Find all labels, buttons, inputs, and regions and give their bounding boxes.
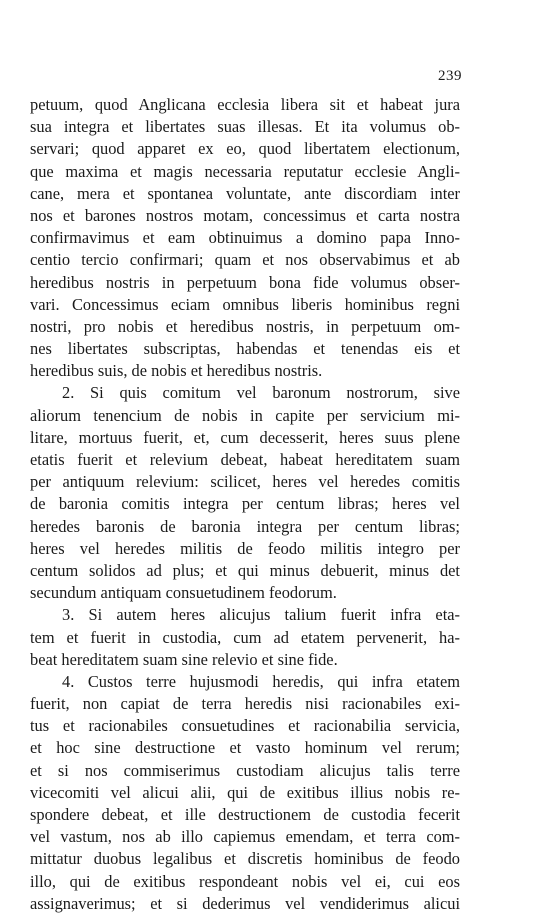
text-line: fuerit, non capiat de terra heredis nisi racionabiles exi- [30,694,460,714]
text-line: et si nos commiserimus custodiam alicujus talis terre [30,760,460,780]
text-line: heres vel heredes militis de feodo militis integro per [30,538,460,558]
text-line: 4. Custos terre hujusmodi heredis, qui infra etatem [62,671,460,691]
text-line: de baronia comitis integra per centum libras; heres vel [30,494,460,514]
text-line: vel vastum, nos ab illo capiemus emendam, et terra com- [30,827,460,847]
text-line: litare, mortuus fuerit, et, cum decesserit, heres suus plene [30,427,460,447]
text-line: sua integra et libertates suas illesas. Et ita volumus ob- [30,117,460,137]
text-line: centio tercio confirmari; quam et nos observabimus et ab [30,250,460,270]
text-line: 3. Si autem heres alicujus talium fuerit infra eta- [62,605,460,625]
text-line: beat hereditatem suam sine relevio et sine fide. [30,649,338,669]
text-line: tem et fuerit in custodia, cum ad etatem pervenerit, ha- [30,627,460,647]
text-line: illo, qui de exitibus respondeant nobis vel ei, cui eos [30,871,460,891]
text-line: confirmavimus et eam obtinuimus a domino papa Inno- [30,228,460,248]
text-line: 2. Si quis comitum vel baronum nostrorum, sive [62,383,460,403]
text-line: nes libertates subscriptas, habendas et tenendas eis et [30,339,460,359]
text-line: petuum, quod Anglicana ecclesia libera sit et habeat jura [30,95,460,114]
text-line: nos et barones nostros motam, concessimus et carta nostra [30,205,460,225]
text-line: cane, mera et spontanea voluntate, ante discordiam inter [30,183,460,203]
body-text [30,94,460,915]
text-line: tus et racionabiles consuetudines et racionabilia servicia, [30,716,460,736]
text-line: mittatur duobus legalibus et discretis hominibus de feodo [30,849,460,869]
text-line: secundum antiquam consuetudinem feodorum. [30,583,337,603]
text-line: nostri, pro nobis et heredibus nostris, in perpetuum om- [30,316,460,336]
text-line: spondere debeat, et ille destructionem de custodia fecerit [30,805,460,824]
text-line: assignaverimus; et si dederimus vel vendiderimus alicui [30,893,460,913]
text-line: vari. Concessimus eciam omnibus liberis hominibus regni [30,294,460,314]
text-line: heredibus suis, de nobis et heredibus nostris. [30,361,323,381]
text-line: aliorum tenencium de nobis in capite per servicium mi- [30,405,460,425]
text-line: per antiquum relevium: scilicet, heres vel heredes comitis [30,472,460,492]
text-line: que maxima et magis necessaria reputatur ecclesie Angli- [30,161,460,181]
text-line: heredibus nostris in perpetuum bona fide volumus obser- [30,272,460,292]
text-line: heredes baronis de baronia integra per centum libras; [30,516,460,536]
text-line: etatis fuerit et relevium debeat, habeat hereditatem suam [30,450,460,469]
text-line: et hoc sine destructione et vasto hominum vel rerum; [30,738,460,758]
text-line: vicecomiti vel alicui alii, qui de exitibus illius nobis re- [30,782,460,802]
text-line: servari; quod apparet ex eo, quod libertatem electionum, [30,139,460,159]
page-number: 239 [438,68,462,84]
text-line: centum solidos ad plus; et qui minus debuerit, minus det [30,560,460,580]
